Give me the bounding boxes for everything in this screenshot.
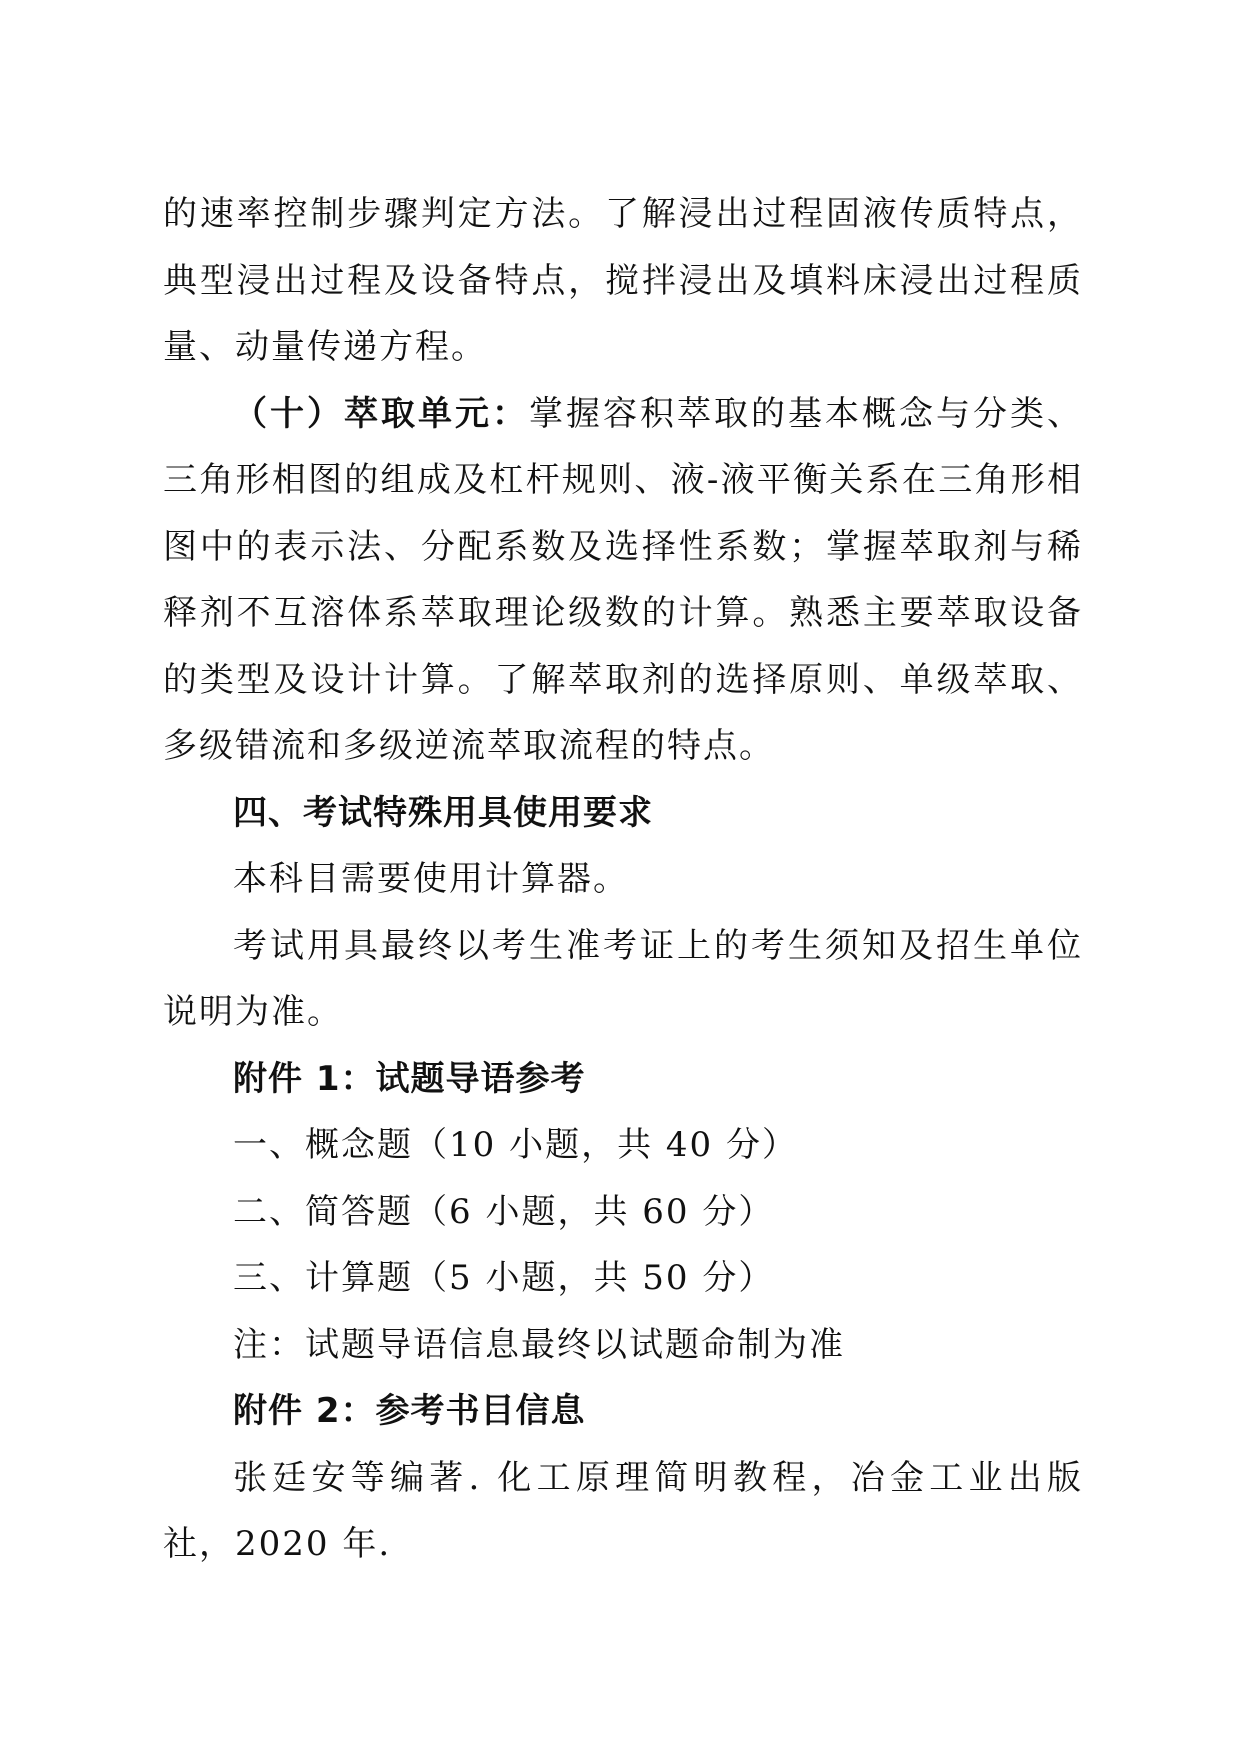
extraction-unit-label: （十）萃取单元： [233,393,529,434]
extraction-unit-paragraph [163,381,1083,780]
appendix-2-title: 附件 2：参考书目信息 [233,1391,586,1431]
document-body [163,181,1083,1578]
appendix-1-item-calculation: 三、计算题（5 小题，共 50 分） [233,1258,775,1298]
appendix-1-title: 附件 1：试题导语参考 [233,1058,586,1099]
appendix-1-item-short-answer: 二、简答题（6 小题，共 60 分） [233,1191,775,1232]
section-4-title: 四、考试特殊用具使用要求 [233,792,653,833]
appendix-2-reference: 张廷安等编著. 化工原理简明教程，冶金工业出版社，2020 年. [163,1457,1083,1564]
section-4-calculator-note: 本科目需要使用计算器。 [233,859,629,899]
section-4-tools-note: 考试用具最终以考生准考证上的考生须知及招生单位说明为准。 [163,925,1083,1032]
appendix-1-note: 注：试题导语信息最终以试题命制为准 [233,1324,845,1365]
appendix-1-item-concepts: 一、概念题（10 小题，共 40 分） [233,1125,798,1165]
extraction-unit-text: 掌握容积萃取的基本概念与分类、三角形相图的组成及杠杆规则、液-液平衡关系在三角形相图中的表示法、分配系数及选择性系数；掌握萃取剂与稀释剂不互溶体系萃取理论级数的计算。熟悉主要萃取设备的类型及设计计算。了解萃取剂的选择原则、单级萃取、多级错流和多级逆流萃取流程的特点。 [163,393,1083,766]
leaching-paragraph-continuation: 的速率控制步骤判定方法。了解浸出过程固液传质特点，典型浸出过程及设备特点，搅拌浸出及填料床浸出过程质量、动量传递方程。 [163,194,1083,367]
